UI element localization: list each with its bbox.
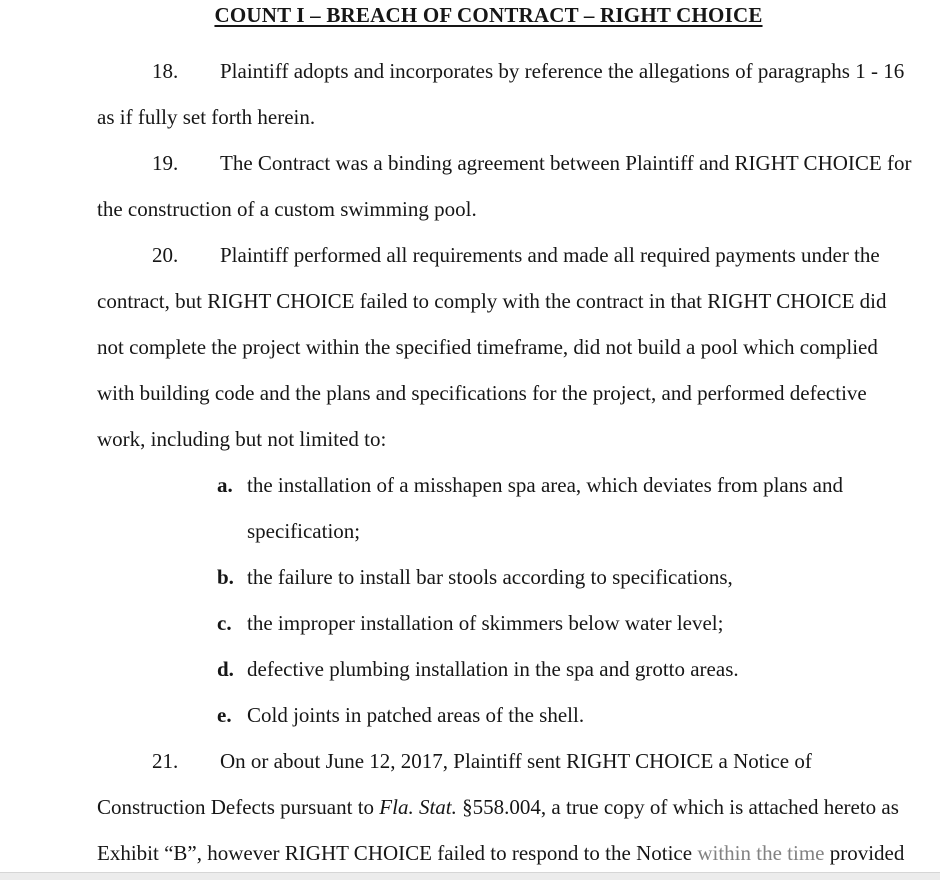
text-segment: Plaintiff adopts and incorporates by reference the allegations of paragraphs 1 - 16 [220,59,905,83]
text-segment: the improper installation of skimmers below water level; [247,611,724,635]
paragraph-line [97,738,880,784]
line-text [220,749,812,773]
list-marker: a. [217,473,233,497]
text-segment: provided [824,841,905,865]
text-segment: Plaintiff performed all requirements and made all required payments under the [220,243,880,267]
text-segment: not complete the project within the specified timeframe, did not build a pool which complied [97,335,878,359]
text-segment: Construction Defects pursuant to [97,795,380,819]
list-item-line [97,554,880,600]
paragraph-number: 21. [152,749,179,773]
list-item-line [97,692,880,738]
paragraph-line [97,94,880,140]
line-text [97,795,899,819]
paragraph-line [97,830,905,876]
text-segment: as if fully set forth herein. [97,105,316,129]
line-text [97,289,887,313]
section-heading-text: COUNT I – BREACH OF CONTRACT – RIGHT CHOICE [214,3,763,27]
text-segment: On or about June 12, 2017, Plaintiff sent RIGHT CHOICE a Notice of [220,749,812,773]
paragraph-line [97,140,912,186]
paragraph-line [97,784,899,830]
line-text [97,427,386,451]
list-item-line [97,646,880,692]
paragraph-number: 19. [152,151,179,175]
list-item-line [97,462,880,508]
text-segment: defective plumbing installation in the spa and grotto areas. [247,657,739,681]
paragraph-line [97,186,880,232]
text-segment: §558.004, a true copy of which is attached hereto as [456,795,899,819]
line-text [247,611,723,635]
line-text [247,519,360,543]
line-text [247,565,733,589]
line-text [247,657,739,681]
paragraph-number: 18. [152,59,179,83]
paragraph-number: 20. [152,243,179,267]
text-segment: the construction of a custom swimming pool. [97,197,477,221]
text-segment: Exhibit “B”, however RIGHT CHOICE failed to respond to the Notice [97,841,698,865]
list-item-line [97,508,880,554]
text-segment: Fla. Stat. [379,795,457,819]
list-marker: e. [217,703,232,727]
paragraph-line [97,48,905,94]
text-segment: contract, but RIGHT CHOICE failed to comply with the contract in that RIGHT CHOICE did [97,289,887,313]
list-marker: d. [217,657,234,681]
text-segment: The Contract was a binding agreement between Plaintiff and RIGHT CHOICE for [220,151,912,175]
paragraph-line [97,416,880,462]
line-text [97,197,477,221]
list-item-line [97,600,880,646]
text-segment: the installation of a misshapen spa area, which deviates from plans and [247,473,843,497]
page-bottom-edge [0,872,940,880]
section-heading [97,0,880,48]
list-marker: c. [217,611,232,635]
text-segment: the failure to install bar stools according to specifications, [247,565,733,589]
list-marker: b. [217,565,234,589]
line-text [97,841,904,865]
text-segment: Cold joints in patched areas of the shell. [247,703,585,727]
paragraph-line [97,278,887,324]
line-text [97,335,878,359]
line-text [220,59,904,83]
paragraph-line [97,324,880,370]
line-text [247,703,584,727]
line-text [220,151,911,175]
paragraph-line [97,370,880,416]
document-body [97,48,912,876]
line-text [97,105,315,129]
line-text [247,473,843,497]
text-segment: specification; [247,519,361,543]
text-segment: with building code and the plans and specifications for the project, and performed defective [97,381,867,405]
text-segment: work, including but not limited to: [97,427,387,451]
line-text [220,243,880,267]
paragraph-line [97,232,880,278]
text-segment: within the time [697,841,825,865]
line-text [97,381,867,405]
